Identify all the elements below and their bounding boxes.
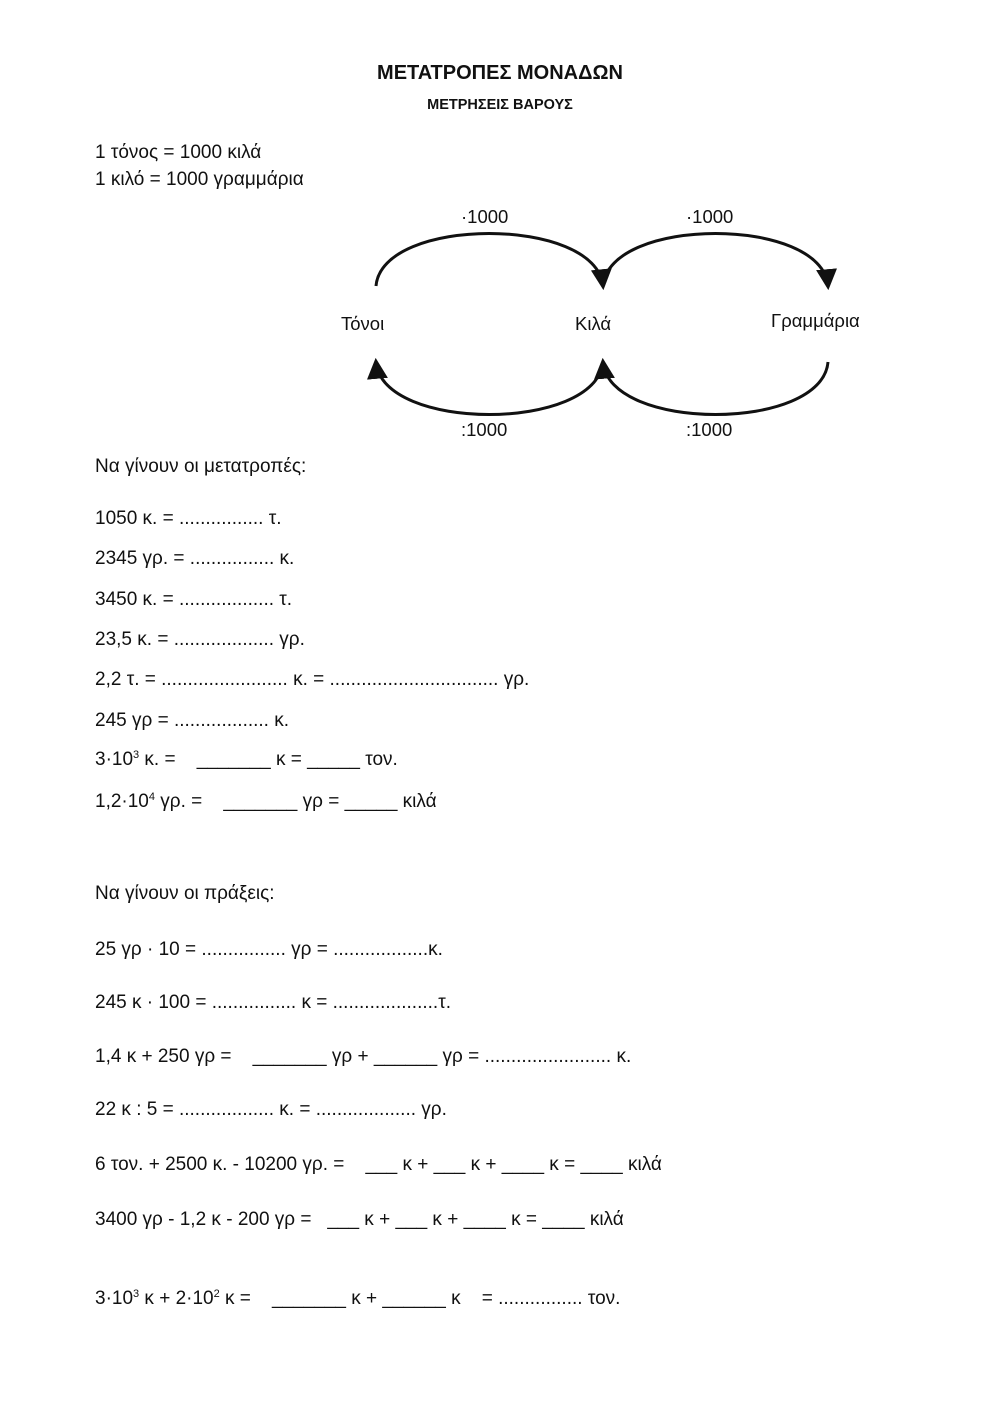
fact-kilo: 1 κιλό = 1000 γραμμάρια (95, 169, 304, 190)
node-tons: Τόνοι (341, 313, 385, 334)
conversion-item-power: $3\cdot 10^3$ κ. = _______ κ = _____ τον. (95, 749, 398, 770)
node-kilos: Κιλά (575, 313, 612, 334)
operation-item: 245 κ · 100 = ................ κ = ....................τ. (95, 992, 451, 1013)
operation-item: 1,4 κ + 250 γρ = _______ γρ + ______ γρ = ........................ κ. (95, 1046, 632, 1067)
page-subtitle: ΜΕΤΡΗΣΕΙΣ ΒΑΡΟΥΣ (427, 97, 573, 113)
operations-heading: Να γίνουν οι πράξεις: (95, 883, 275, 904)
conversion-item: 2345 γρ. = ................ κ. (95, 548, 295, 569)
arrow-grams-to-kilos (603, 362, 828, 415)
arrow-kilos-to-grams (603, 234, 828, 287)
conversion-item: 2,2 τ. = ........................ κ. = ................................ γρ. (95, 669, 530, 690)
conversion-item: 1050 κ. = ................ τ. (95, 508, 282, 529)
arrow-tons-to-kilos (376, 234, 603, 287)
conversion-item: 23,5 κ. = ................... γρ. (95, 629, 305, 650)
operation-item: 6 τον. + 2500 κ. - 10200 γρ. = ___ κ + ___ κ + ____ κ = ____ κιλά (95, 1154, 662, 1175)
conversion-item: 245 γρ = .................. κ. (95, 710, 290, 731)
label-divide-1: :1000 (461, 419, 508, 440)
arrow-kilos-to-tons (376, 362, 603, 415)
page-title: ΜΕΤΑΤΡΟΠΕΣ ΜΟΝΑΔΩΝ (377, 62, 623, 84)
node-grams: Γραμμάρια (771, 310, 860, 331)
label-multiply-1: ·1000 (461, 206, 509, 227)
conversions-heading: Να γίνουν οι μετατροπές: (95, 456, 307, 477)
label-multiply-2: ·1000 (686, 206, 734, 227)
conversion-item: 3450 κ. = .................. τ. (95, 589, 293, 610)
operation-item: 25 γρ · 10 = ................ γρ = ..................κ. (95, 939, 443, 960)
operation-item: 22 κ : 5 = .................. κ. = ................... γρ. (95, 1099, 447, 1120)
fact-ton: 1 τόνος = 1000 κιλά (95, 142, 262, 163)
label-divide-2: :1000 (686, 419, 733, 440)
operation-item: 3400 γρ - 1,2 κ - 200 γρ = ___ κ + ___ κ + ____ κ = ____ κιλά (95, 1209, 624, 1230)
conversion-item-power: $1,2\cdot 10^4$ γρ. = _______ γρ = _____ κιλά (95, 791, 437, 812)
operation-item-power: $3\cdot 10^3$ $\kappa + 2\cdot 10^2$ κ = _______ κ + ______ κ = ................ τον. (95, 1288, 621, 1309)
